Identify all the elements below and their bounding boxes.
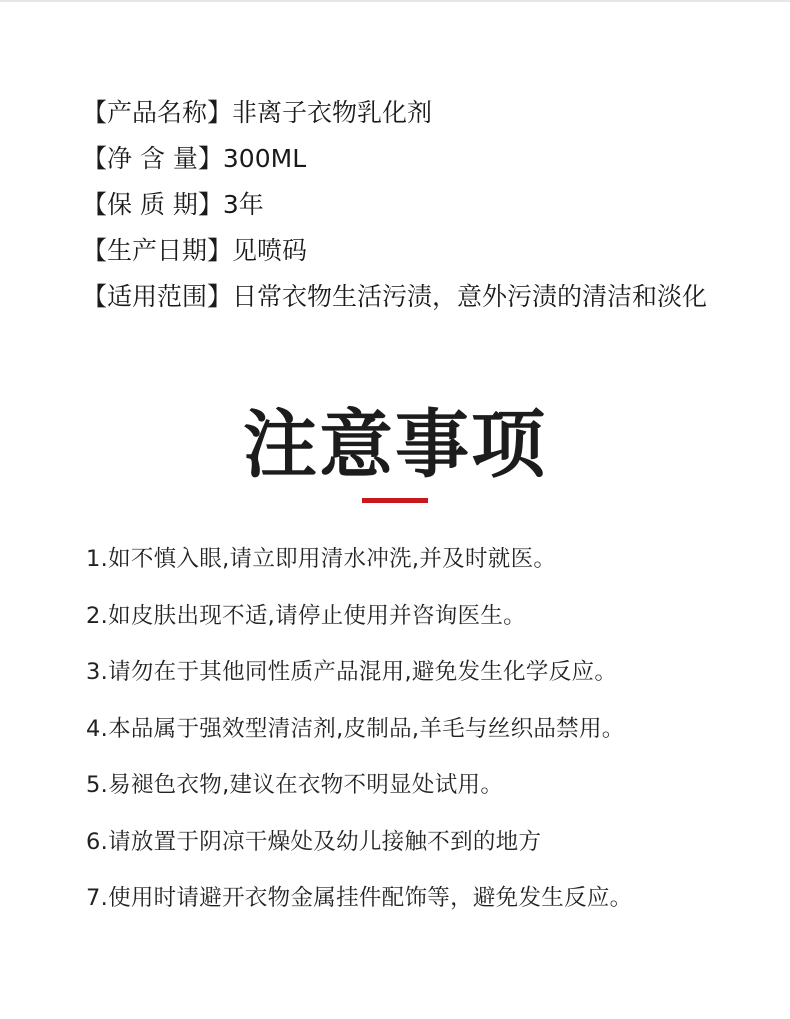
spec-row-net-content — [82, 136, 772, 182]
spec-label: 【产品名称】 — [82, 98, 233, 127]
spec-row-scope — [82, 274, 772, 320]
spec-value: 3年 — [222, 190, 264, 219]
notice-list — [86, 536, 776, 932]
notice-item: 3.请勿在于其他同性质产品混用,避免发生化学反应。 — [86, 659, 618, 685]
spec-label: 【净 含 量】 — [82, 144, 223, 173]
spec-row-product-name — [82, 90, 772, 136]
spec-label: 【适用范围】 — [82, 282, 233, 311]
notice-item: 6.请放置于阴凉干燥处及幼儿接触不到的地方 — [86, 828, 542, 855]
notice-item: 5.易褪色衣物,建议在衣物不明显处试用。 — [86, 772, 504, 798]
section-title: 注意事项 — [243, 402, 547, 488]
spec-label: 【保 质 期】 — [82, 190, 223, 219]
title-underline-accent — [362, 498, 428, 503]
spec-row-shelf-life — [82, 182, 772, 228]
spec-value: 非离子衣物乳化剂 — [232, 98, 433, 127]
notice-item: 7.使用时请避开衣物金属挂件配饰等，避免发生反应。 — [86, 885, 633, 911]
spec-value: 300ML — [222, 144, 307, 173]
spec-value: 日常衣物生活污渍，意外污渍的清洁和淡化 — [232, 282, 708, 311]
notice-item: 4.本品属于强效型清洁剂,皮制品,羊毛与丝织品禁用。 — [86, 715, 625, 742]
notice-item: 1.如不慎入眼,请立即用清水冲洗,并及时就医。 — [86, 546, 557, 572]
spec-value: 见喷码 — [232, 236, 308, 265]
product-spec-list — [82, 90, 772, 320]
spec-row-production-date — [82, 228, 772, 274]
top-divider — [0, 0, 790, 2]
spec-label: 【生产日期】 — [82, 236, 233, 265]
notice-item: 2.如皮肤出现不适,请停止使用并咨询医生。 — [86, 602, 526, 629]
